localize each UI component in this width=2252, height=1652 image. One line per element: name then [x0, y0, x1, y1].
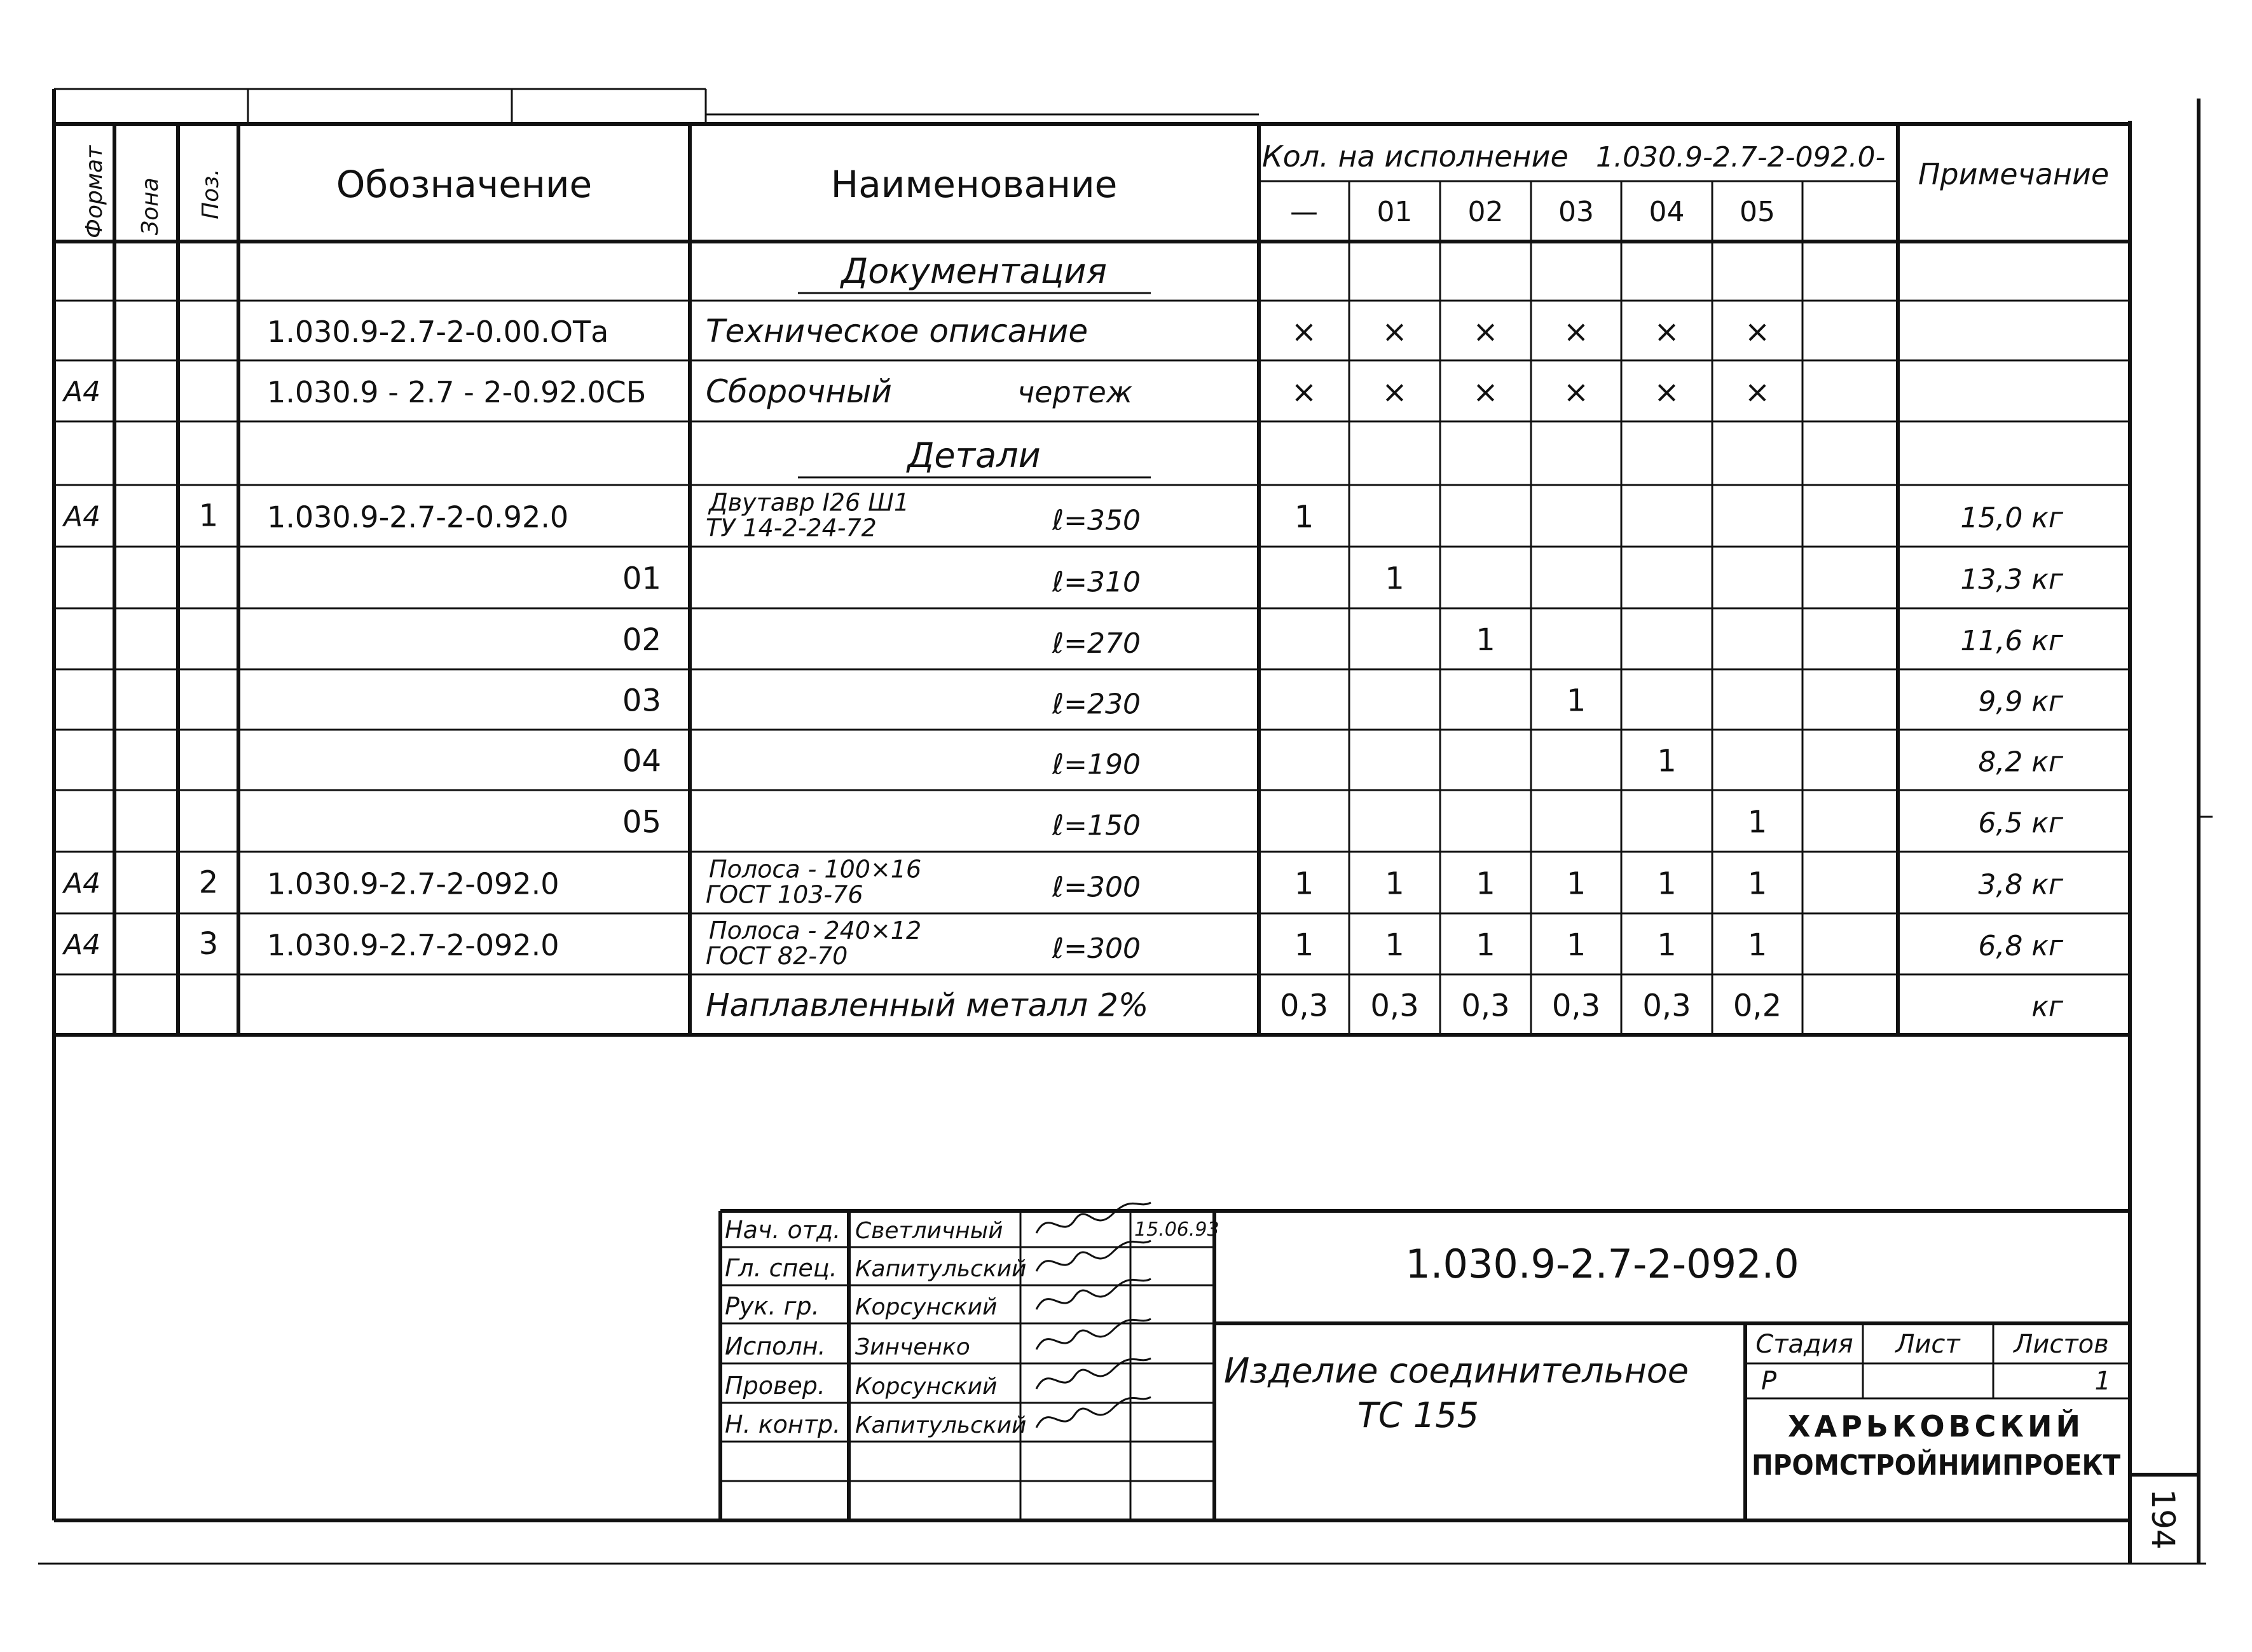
cell-designation: 1.030.9 - 2.7 - 2-0.92.0СБ [267, 375, 647, 409]
cell-length: ℓ=230 [1052, 688, 1141, 721]
spec-table-body [62, 251, 2064, 1024]
cell-position: 1 [198, 498, 219, 534]
cell-qty-3: × [1563, 374, 1589, 410]
table-row [798, 251, 1151, 293]
cell-name: Двутавр I26 Ш1 [709, 488, 910, 517]
cell-length: ℓ=190 [1052, 748, 1141, 781]
cell-qty-2: 0,3 [1461, 988, 1510, 1024]
approval-name: Капитульский [855, 1412, 1027, 1438]
approval-date: 15.06.93 [1134, 1219, 1219, 1241]
cell-designation: 1.030.9-2.7-2-0.92.0 [267, 500, 569, 535]
cell-qty-0: × [1291, 314, 1317, 350]
cell-format: А4 [64, 929, 101, 961]
cell-note: 6,8 кг [1978, 930, 2063, 962]
cell-note: кг [2031, 990, 2063, 1023]
organization-line1: ХАРЬКОВСКИЙ [1788, 1409, 2084, 1444]
cell-note: 8,2 кг [1978, 746, 2063, 779]
table-row [62, 489, 2064, 542]
approval-role: Нач. отд. [725, 1216, 841, 1244]
cell-name: Техническое описание [706, 313, 1088, 350]
product-name-line2: ТС 155 [1357, 1395, 1479, 1435]
cell-qty-4: 1 [1657, 927, 1677, 963]
table-row [622, 805, 2064, 842]
cell-designation: 1.030.9-2.7-2-092.0 [267, 928, 560, 962]
cell-length: ℓ=310 [1052, 566, 1141, 599]
cell-qty-0: × [1291, 374, 1317, 410]
cell-name-line2: ГОСТ 103-76 [706, 880, 863, 909]
cell-format: А4 [64, 867, 101, 900]
cell-qty-3: × [1563, 314, 1589, 350]
cell-qty-0: 1 [1294, 499, 1314, 535]
cell-qty-4: 0,3 [1642, 988, 1691, 1024]
cell-format: А4 [64, 500, 101, 533]
approval-role: Гл. спец. [725, 1254, 837, 1282]
header-format: Формат [81, 145, 107, 238]
cell-designation: 02 [622, 622, 661, 658]
cell-name: Полоса - 100×16 [709, 855, 922, 884]
cell-length: ℓ=270 [1052, 627, 1141, 660]
table-row [62, 373, 1770, 410]
cell-qty-0: 1 [1294, 866, 1314, 902]
cell-qty-0: 1 [1294, 927, 1314, 963]
table-row [798, 435, 1151, 477]
header-designation: Обозначение [336, 163, 593, 206]
cell-name-line2: ГОСТ 82-70 [706, 942, 848, 970]
stage-label: Стадия [1755, 1330, 1853, 1359]
product-name-line1: Изделие соединительное [1224, 1351, 1689, 1391]
approval-name: Корсунский [855, 1374, 998, 1400]
cell-note: 15,0 кг [1960, 502, 2063, 535]
cell-name: Наплавленный металл 2% [706, 986, 1149, 1024]
table-row [622, 561, 2064, 599]
section-title: Детали [907, 435, 1041, 475]
cell-qty-5: 1 [1747, 804, 1768, 840]
cell-qty-2: × [1473, 314, 1499, 350]
approval-row [725, 1358, 1151, 1400]
cell-designation: 1.030.9-2.7-2-0.00.ОТа [267, 315, 609, 349]
cell-note: 6,5 кг [1978, 807, 2063, 840]
cell-position: 3 [198, 926, 219, 962]
signature-mark [1036, 1241, 1151, 1271]
approval-name: Капитульский [855, 1256, 1027, 1282]
cell-qty-3: 1 [1566, 866, 1586, 902]
cell-qty-4: × [1654, 374, 1680, 410]
table-row [62, 856, 2064, 909]
variant-header-3: 03 [1558, 196, 1594, 228]
cell-note: 13,3 кг [1960, 563, 2063, 596]
table-row [62, 917, 2064, 970]
cell-designation: 04 [622, 743, 661, 779]
cell-qty-4: × [1654, 314, 1680, 350]
approval-name: Зинченко [855, 1334, 970, 1360]
variant-header-5: 05 [1740, 196, 1775, 228]
cell-note: 11,6 кг [1960, 625, 2063, 657]
cell-qty-2: 1 [1476, 622, 1495, 658]
header-zone: Зона [137, 177, 163, 235]
variant-header-row [1290, 196, 1775, 228]
cell-qty-1: × [1382, 374, 1408, 410]
approval-name: Корсунский [855, 1294, 998, 1320]
table-row [706, 987, 2064, 1024]
cell-qty-2: × [1473, 374, 1499, 410]
cell-designation: 03 [622, 683, 661, 719]
cell-qty-3: 0,3 [1551, 988, 1601, 1024]
cell-qty-1: 1 [1385, 561, 1404, 597]
table-row [622, 622, 2064, 660]
cell-qty-3: 1 [1566, 927, 1586, 963]
cell-name-line2: ТУ 14-2-24-72 [706, 514, 877, 542]
cell-length: ℓ=300 [1052, 871, 1141, 904]
cell-qty-5: × [1744, 374, 1771, 410]
cell-qty-2: 1 [1476, 866, 1495, 902]
approval-role: Н. контр. [725, 1410, 841, 1438]
header-pos: Поз. [198, 168, 224, 219]
approval-role: Рук. гр. [725, 1292, 820, 1320]
sheets-label: Листов [2014, 1330, 2109, 1359]
variant-header-1: 01 [1377, 196, 1413, 228]
cell-qty-1: 1 [1385, 866, 1404, 902]
signature-mark [1036, 1397, 1151, 1428]
variant-header-0: — [1290, 196, 1318, 228]
approval-row [725, 1319, 1151, 1360]
sheets-value: 1 [2094, 1367, 2111, 1396]
cell-name: Полоса - 240×12 [709, 917, 922, 945]
approval-name: Светличный [855, 1218, 1003, 1244]
signature-mark [1036, 1203, 1151, 1233]
cell-qty-1: × [1382, 314, 1408, 350]
cell-length: ℓ=300 [1052, 932, 1141, 965]
cell-name: Сборочный [706, 373, 892, 410]
cell-qty-4: 1 [1657, 866, 1677, 902]
cell-qty-5: 1 [1747, 866, 1768, 902]
cell-qty-0: 0,3 [1279, 988, 1329, 1024]
cell-note: 3,8 кг [1978, 868, 2063, 901]
section-title: Документация [841, 251, 1107, 291]
table-row [267, 313, 1770, 350]
cell-position: 2 [198, 864, 219, 901]
stage-value: Р [1761, 1367, 1777, 1396]
organization-line2: ПРОМСТРОЙНИИПРОЕКТ [1752, 1449, 2154, 1482]
cell-qty-1: 0,3 [1370, 988, 1419, 1024]
page-number-box [2130, 1475, 2199, 1564]
header-qty: Кол. на исполнение [1262, 139, 1569, 174]
page-number: 194 [2145, 1489, 2181, 1550]
cell-designation: 01 [622, 561, 661, 597]
cell-qty-5: 1 [1747, 927, 1768, 963]
variant-header-2: 02 [1467, 196, 1504, 228]
sheet-label: Лист [1895, 1330, 1960, 1359]
cell-qty-2: 1 [1476, 927, 1495, 963]
table-row [622, 744, 2064, 781]
cell-designation: 1.030.9-2.7-2-092.0 [267, 866, 560, 901]
table-row [622, 683, 2064, 721]
approval-role: Провер. [725, 1372, 825, 1400]
title-block [720, 1203, 2154, 1520]
cell-length: ℓ=350 [1052, 504, 1141, 537]
cell-note: 9,9 кг [1978, 685, 2063, 718]
approval-role: Исполн. [725, 1332, 826, 1360]
cell-qty-1: 1 [1385, 927, 1404, 963]
cell-length: ℓ=150 [1052, 809, 1141, 842]
header-note: Примечание [1918, 157, 2110, 191]
cell-qty-3: 1 [1566, 683, 1586, 719]
header-qty-doc: 1.030.9-2.7-2-092.0- [1596, 141, 1886, 174]
variant-header-4: 04 [1649, 196, 1685, 228]
signature-mark [1036, 1279, 1151, 1309]
cell-designation: 05 [622, 804, 661, 840]
header-name: Наименование [830, 163, 1118, 206]
spec-table-header [81, 139, 2109, 238]
document-number: 1.030.9-2.7-2-092.0 [1405, 1241, 1799, 1287]
approval-row [725, 1203, 1219, 1244]
cell-qty-5: × [1744, 314, 1771, 350]
cell-name-extra: чертеж [1017, 375, 1133, 409]
cell-qty-5: 0,2 [1733, 988, 1782, 1024]
cell-qty-4: 1 [1657, 743, 1677, 779]
cell-format: А4 [64, 376, 101, 408]
